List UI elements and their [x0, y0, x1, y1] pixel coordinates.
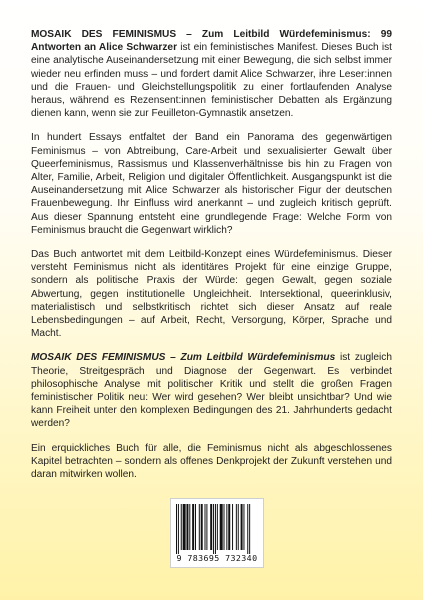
paragraph-intro — [31, 28, 392, 120]
barcode-bar — [186, 504, 188, 550]
barcode-bar — [226, 504, 227, 550]
barcode-bar — [241, 504, 243, 550]
paragraph-theory — [31, 351, 392, 430]
barcode-bar — [220, 504, 223, 550]
barcode-bar — [181, 504, 182, 550]
barcode-bar — [232, 504, 233, 550]
barcode-bar — [189, 504, 190, 550]
barcode-bar — [217, 504, 218, 550]
barcode-bar — [183, 504, 186, 550]
theory-text: ist zugleich Theorie, Streitgespräch und Diagnose der Gegenwart. Es verbindet philosophische Analyse mit politischer Kritik und stellt die großen Fragen feministischer Politik neu: Wer wird gesehen? Wer bleibt unsichtbar? Und wie kann Freiheit unter den komplexen Bedingungen des 21. Jahrhunderts gedacht werden? — [31, 352, 392, 430]
book-title-bold: MOSAIK DES FEMINISMUS – Zum Leitbild Würdefeminismus: 99 Antworten an Alice Schwarzer — [31, 29, 392, 54]
barcode-bar — [215, 504, 216, 554]
barcode-bar — [210, 504, 212, 550]
paragraph-wuerdefeminismus: Das Buch antwortet mit dem Leitbild-Konzept eines Würdefeminismus. Dieser versteht Feminismus nicht als identitäres Projekt für eine einzige Gruppe, sondern als politische Praxis der Würde: gegen Gewalt, gegen soziale Abwertung, gegen institutionelle Ungleichheit. Intersektional, queerinklusiv, materialistisch und selbstkritisch richtet sich dieser Ansatz auf reale Lebensbedingungen – auf Arbeit, Recht, Versorgung, Körper, Sprache und Macht. — [31, 249, 392, 340]
barcode-bar — [213, 504, 214, 554]
barcode-bar — [247, 504, 248, 554]
barcode-bar — [192, 504, 194, 550]
barcode-bars — [175, 504, 261, 554]
barcode-bar — [201, 504, 203, 550]
book-title-bold-italic: MOSAIK DES FEMINISMUS – Zum Leitbild Würdefeminismus — [31, 352, 336, 364]
barcode-bar — [238, 504, 239, 550]
barcode-bar — [176, 504, 177, 554]
barcode-bar — [236, 504, 237, 550]
paragraph-closing: Ein erquickliches Buch für alle, die Feminismus nicht als abgeschlossenes Kapitel betrachten – sondern als offenes Denkprojekt der Zukunft verstehen und daran mitwirken wollen. — [31, 442, 392, 481]
barcode-bar — [249, 504, 250, 554]
intro-text: ist ein feministisches Manifest. Dieses Buch ist eine analytische Auseinandersetzung mit einer Bewegung, die sich selbst immer wieder neu erfinden muss – und fordert damit Alice Schwarzer, ihre Leser:innen und die Frauen- und Gleichstellungspolitik zu einer fortlaufenden Analyse heraus, während es Rezensent:innen feministischer Debatten als Ergänzung dienen kann, wenn sie zur Feuilleton-Gymnastik ansetzen. — [31, 42, 392, 120]
paragraph-essays: In hundert Essays entfaltet der Band ein Panorama des gegenwärtigen Feminismus – von Abtreibung, Care-Arbeit und sexualisierter Gewalt über Queerfeminismus, Rassismus und Klassenverhältnisse bis hin zu Fragen von Alter, Familie, Arbeit, Religion und digitaler Öffentlichkeit. Ausgangspunkt ist die Auseinandersetzung mit Alice Schwarzer als historischer Figur der deutschen Frauenbewegung. Ihr Einfluss wird anerkannt – und zugleich kritisch geprüft. Aus dieser Spannung entsteht eine grundlegende Frage: Welche Form von Feminismus braucht die Gegenwart wirklich? — [31, 132, 392, 236]
barcode-bar — [206, 504, 207, 550]
barcode-bar — [195, 504, 196, 550]
barcode-bar — [205, 504, 206, 550]
isbn-digits: 9 783695 732340 — [176, 553, 258, 563]
barcode-bar — [243, 504, 244, 550]
isbn-barcode — [170, 498, 264, 568]
barcode-bar — [224, 504, 225, 550]
barcode-bar — [178, 504, 179, 554]
barcode-bar — [228, 504, 230, 550]
barcode-bar — [199, 504, 200, 550]
